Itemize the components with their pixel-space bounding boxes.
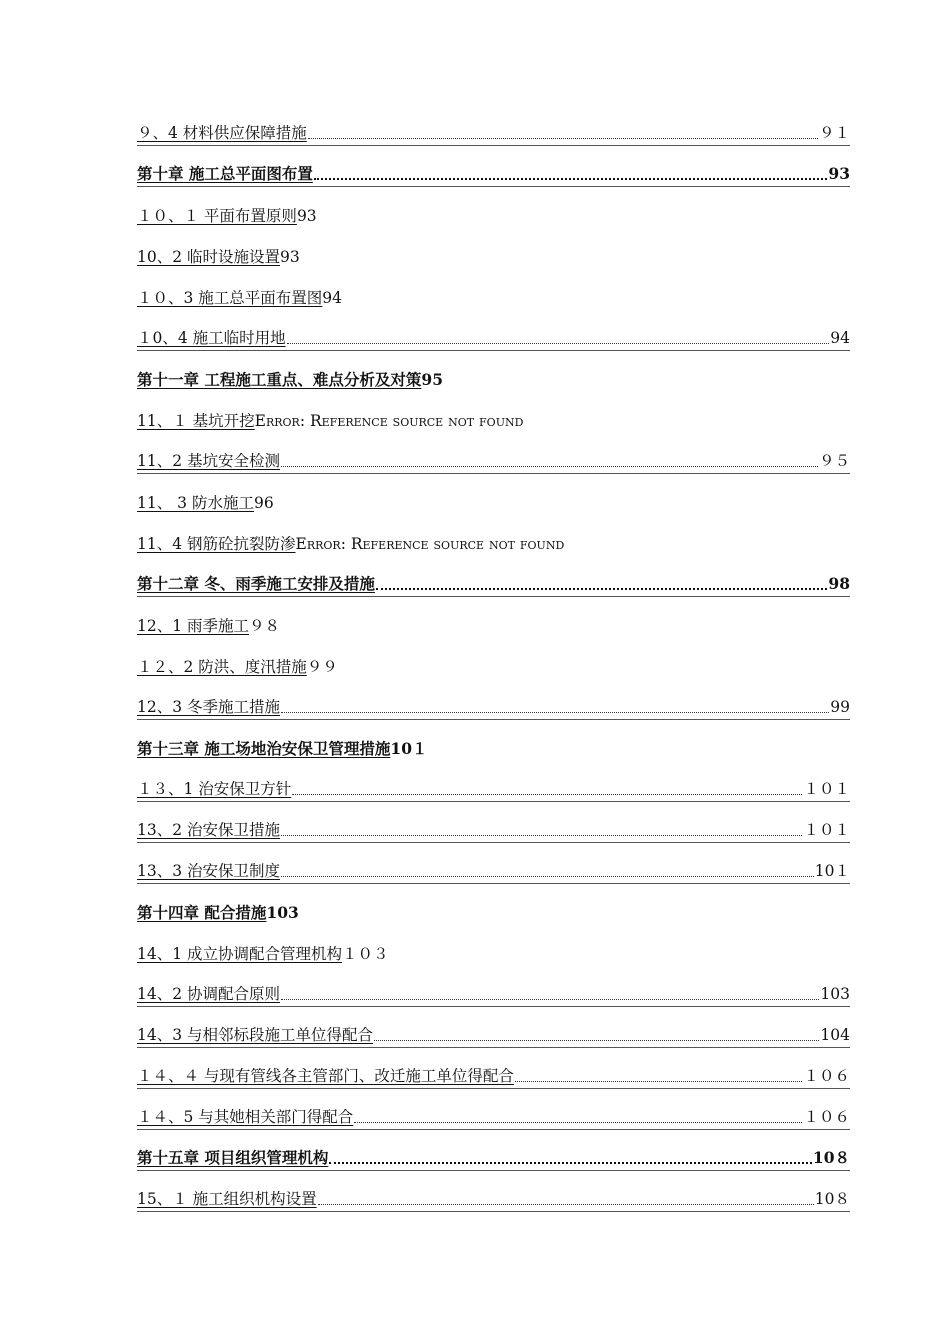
toc-section-entry[interactable] <box>137 1007 850 1048</box>
toc-entry-title: １４、４ 与现有管线各主管部门、改迁施工单位得配合 <box>137 1067 514 1085</box>
toc-entry-title: 第十五章 项目组织管理机构 <box>137 1148 329 1167</box>
toc-section-entry[interactable] <box>137 228 850 269</box>
toc-entry-title: 第十一章 工程施工重点、难点分析及对策 <box>137 370 422 389</box>
dot-leader <box>281 876 814 877</box>
toc-page-number: 103 <box>266 903 299 922</box>
dot-leader <box>354 1122 802 1123</box>
toc-page-number: １０１ <box>803 821 850 839</box>
dot-leader <box>287 343 830 344</box>
dot-leader <box>374 1040 819 1041</box>
dot-leader <box>281 466 818 467</box>
toc-section-entry[interactable] <box>137 515 850 556</box>
toc-page-number: 104 <box>820 1026 850 1044</box>
toc-entry-title: 13、2 治安保卫措施 <box>137 821 281 839</box>
toc-page-number: １０３ <box>342 945 389 963</box>
dot-leader <box>329 1162 812 1164</box>
toc-entry-title: １３、1 治安保卫方针 <box>137 780 292 798</box>
toc-chapter-entry[interactable] <box>137 351 850 392</box>
dot-leader <box>281 835 802 836</box>
toc-section-entry[interactable] <box>137 1171 850 1212</box>
toc-section-entry[interactable] <box>137 187 850 228</box>
toc-section-entry[interactable] <box>137 638 850 679</box>
toc-entry-title: 11、4 钢筋砼抗裂防渗 <box>137 535 296 553</box>
toc-entry-title: １0、4 施工临时用地 <box>137 329 286 347</box>
toc-entry-title: １０、3 施工总平面布置图 <box>137 289 323 307</box>
toc-page-number: ９９ <box>306 658 338 676</box>
toc-entry-title: 12、1 雨季施工 <box>137 617 250 635</box>
toc-entry-title: 第十四章 配合措施 <box>137 903 267 922</box>
toc-page-number: １０６ <box>803 1067 850 1085</box>
toc-entry-title: 14、1 成立协调配合管理机构 <box>137 945 343 963</box>
toc-page-number: １０６ <box>803 1108 850 1126</box>
toc-entry-title: 11、１ 基坑开挖 <box>137 412 255 430</box>
toc-entry-title: １４、5 与其她相关部门得配合 <box>137 1108 354 1126</box>
table-of-contents <box>137 105 850 1212</box>
toc-page-number: 93 <box>280 248 300 266</box>
toc-entry-title: 12、3 冬季施工措施 <box>137 698 281 716</box>
toc-page-number: ９１ <box>818 124 850 142</box>
dot-leader <box>515 1081 803 1082</box>
toc-entry-title: 14、2 协调配合原则 <box>137 985 281 1003</box>
toc-page-number: ９８ <box>249 617 281 635</box>
toc-chapter-entry[interactable] <box>137 884 850 925</box>
toc-section-entry[interactable] <box>137 1089 850 1130</box>
toc-page-number: 10１ <box>390 739 428 758</box>
dot-leader <box>308 138 818 139</box>
toc-section-entry[interactable] <box>137 597 850 638</box>
toc-entry-title: 14、3 与相邻标段施工单位得配合 <box>137 1026 374 1044</box>
toc-section-entry[interactable] <box>137 474 850 515</box>
toc-entry-title: 13、3 治安保卫制度 <box>137 862 281 880</box>
dot-leader <box>281 712 829 713</box>
dot-leader <box>281 999 819 1000</box>
toc-entry-title: 10、2 临时设施设置 <box>137 248 281 266</box>
toc-page-number: 98 <box>828 574 850 593</box>
toc-section-entry[interactable] <box>137 1048 850 1089</box>
toc-page-number: 10１ <box>814 862 850 880</box>
toc-section-entry[interactable] <box>137 269 850 310</box>
toc-section-entry[interactable] <box>137 843 850 884</box>
toc-entry-title: 第十三章 施工场地治安保卫管理措施 <box>137 739 391 758</box>
toc-page-number: １０１ <box>803 780 850 798</box>
dot-leader <box>318 1204 814 1205</box>
toc-entry-title: １２、2 防洪、度汛措施 <box>137 658 307 676</box>
toc-page-number: 96 <box>253 494 274 512</box>
dot-leader <box>314 178 828 180</box>
dot-leader <box>292 794 802 795</box>
toc-page-number: 94 <box>830 329 850 347</box>
toc-entry-title: 第十二章 冬、雨季施工安排及措施 <box>137 574 375 593</box>
toc-page-number: 103 <box>820 985 850 1003</box>
toc-chapter-entry[interactable] <box>137 720 850 761</box>
toc-entry-title: 15、１ 施工组织机构设置 <box>137 1190 317 1208</box>
toc-entry-title: 11、 3 防水施工 <box>137 494 254 512</box>
toc-section-entry[interactable] <box>137 679 850 720</box>
toc-chapter-entry[interactable] <box>137 556 850 597</box>
toc-section-entry[interactable] <box>137 433 850 474</box>
toc-section-entry[interactable] <box>137 925 850 966</box>
toc-section-entry[interactable] <box>137 761 850 802</box>
toc-section-entry[interactable] <box>137 310 850 351</box>
toc-page-number: 93 <box>296 207 317 225</box>
toc-page-number: 10８ <box>812 1148 850 1167</box>
toc-entry-title: 11、2 基坑安全检测 <box>137 452 281 470</box>
toc-section-entry[interactable] <box>137 105 850 146</box>
toc-entry-title: １０、１ 平面布置原则 <box>137 207 297 225</box>
toc-page-number: 93 <box>828 164 850 183</box>
toc-page-number: 10８ <box>814 1190 850 1208</box>
reference-error-text: Error: Reference source not found <box>295 535 565 553</box>
toc-page-number: 94 <box>322 289 343 307</box>
toc-entry-title: ９、4 材料供应保障措施 <box>137 124 307 142</box>
toc-chapter-entry[interactable] <box>137 146 850 187</box>
toc-page-number: 99 <box>830 698 850 716</box>
reference-error-text: Error: Reference source not found <box>254 412 524 430</box>
toc-entry-title: 第十章 施工总平面图布置 <box>137 164 313 183</box>
toc-section-entry[interactable] <box>137 392 850 433</box>
dot-leader <box>376 588 828 590</box>
toc-section-entry[interactable] <box>137 966 850 1007</box>
toc-chapter-entry[interactable] <box>137 1130 850 1171</box>
toc-page-number: ９５ <box>818 452 850 470</box>
toc-section-entry[interactable] <box>137 802 850 843</box>
toc-page-number: 95 <box>421 370 443 389</box>
